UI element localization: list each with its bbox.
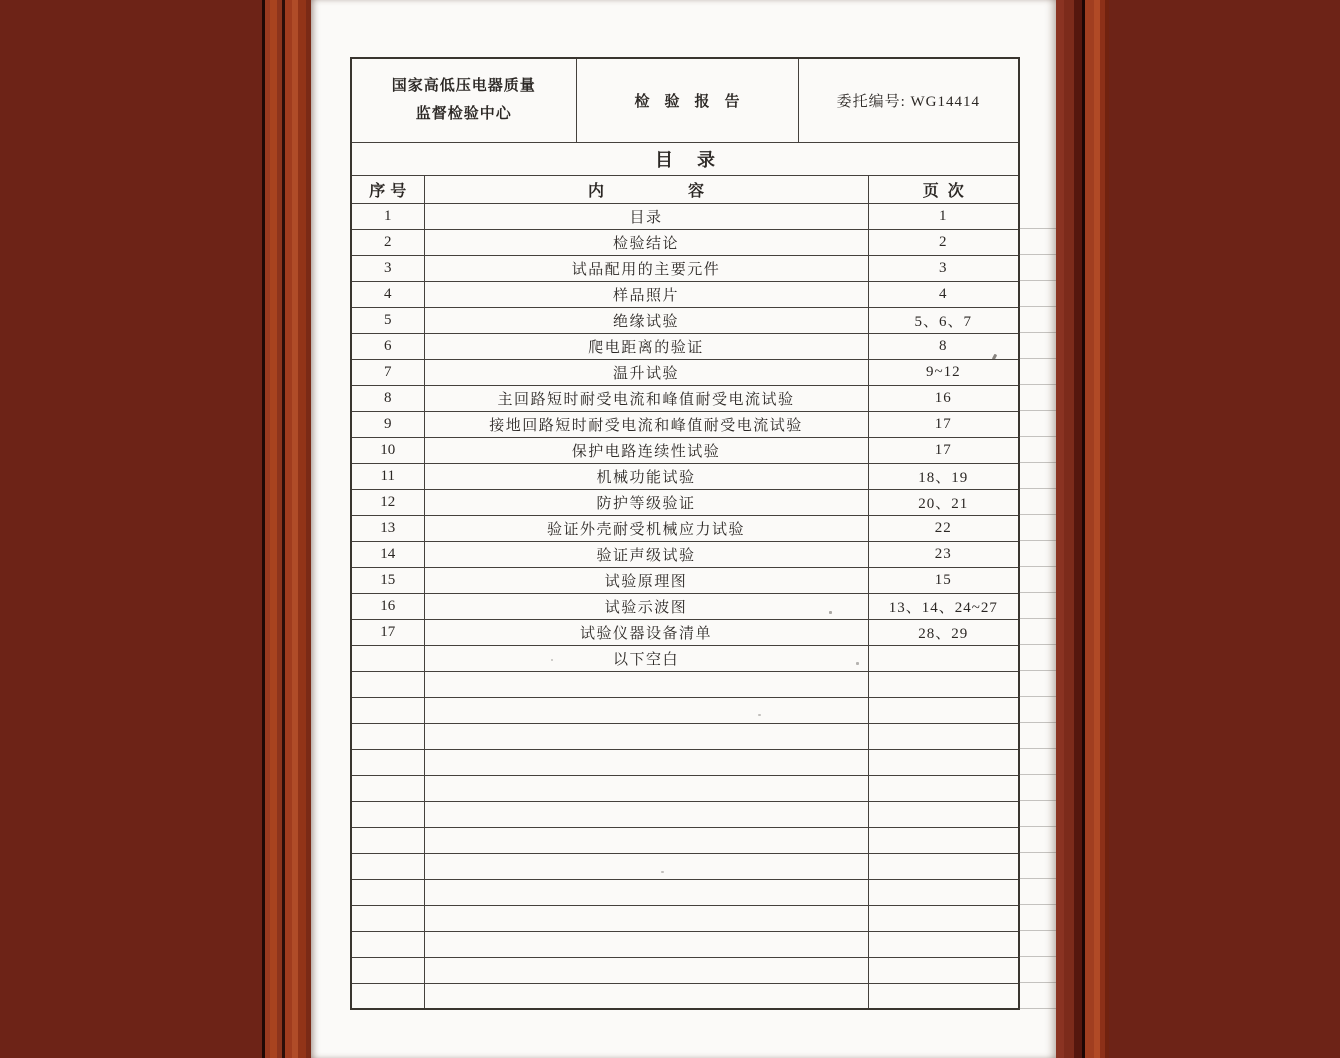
table-row — [351, 489, 1019, 515]
toc-no-cell: 3 — [351, 255, 424, 281]
toc-page-cell — [868, 749, 1019, 775]
toc-page-cell: 4 — [868, 281, 1019, 307]
toc-no-cell: 13 — [351, 515, 424, 541]
toc-page-cell: 9~12 — [868, 359, 1019, 385]
table-row — [351, 593, 1019, 619]
toc-no-cell — [351, 645, 424, 671]
toc-page-cell: 22 — [868, 515, 1019, 541]
toc-content-cell — [424, 983, 868, 1009]
table-row — [351, 749, 1019, 775]
toc-content-cell — [424, 957, 868, 983]
toc-page-cell: 23 — [868, 541, 1019, 567]
toc-page-cell — [868, 905, 1019, 931]
toc-no-cell: 1 — [351, 203, 424, 229]
toc-page-cell — [868, 853, 1019, 879]
toc-page-cell: 17 — [868, 411, 1019, 437]
table-row — [351, 281, 1019, 307]
scan-speck — [856, 662, 859, 665]
toc-no-cell — [351, 879, 424, 905]
toc-content-cell: 样品照片 — [424, 281, 868, 307]
toc-no-cell: 16 — [351, 593, 424, 619]
scan-speck — [661, 871, 664, 873]
toc-page-cell: 18、19 — [868, 463, 1019, 489]
table-row — [351, 645, 1019, 671]
column-header-no: 序号 — [351, 175, 424, 203]
org-name-line1: 国家高低压电器质量 — [391, 78, 536, 95]
toc-page-cell — [868, 671, 1019, 697]
toc-content-cell: 防护等级验证 — [424, 489, 868, 515]
table-row — [351, 775, 1019, 801]
toc-page-cell — [868, 827, 1019, 853]
report-header-row — [351, 58, 1019, 142]
column-header-page: 页次 — [868, 175, 1019, 203]
toc-content-cell — [424, 801, 868, 827]
toc-page-cell: 1 — [868, 203, 1019, 229]
toc-content-cell — [424, 853, 868, 879]
toc-page-cell — [868, 645, 1019, 671]
column-header-content: 内容 — [424, 175, 868, 203]
toc-page-cell — [868, 801, 1019, 827]
toc-no-cell — [351, 905, 424, 931]
toc-content-cell — [424, 723, 868, 749]
toc-content-cell: 试品配用的主要元件 — [424, 255, 868, 281]
table-row — [351, 567, 1019, 593]
toc-page-cell: 17 — [868, 437, 1019, 463]
toc-page-cell: 20、21 — [868, 489, 1019, 515]
toc-content-cell: 验证外壳耐受机械应力试验 — [424, 515, 868, 541]
toc-content-cell — [424, 931, 868, 957]
toc-no-cell — [351, 853, 424, 879]
toc-no-cell: 2 — [351, 229, 424, 255]
toc-page-cell: 8 — [868, 333, 1019, 359]
table-row — [351, 983, 1019, 1009]
commission-number: 委托编号: WG14414 — [798, 58, 1019, 142]
table-row — [351, 229, 1019, 255]
toc-content-cell — [424, 879, 868, 905]
toc-no-cell: 14 — [351, 541, 424, 567]
toc-no-cell: 15 — [351, 567, 424, 593]
toc-no-cell: 11 — [351, 463, 424, 489]
toc-content-cell: 试验示波图 — [424, 593, 868, 619]
table-row — [351, 541, 1019, 567]
scan-speck — [758, 714, 761, 716]
table-row — [351, 515, 1019, 541]
toc-no-cell: 7 — [351, 359, 424, 385]
table-row — [351, 307, 1019, 333]
toc-content-cell: 以下空白 — [424, 645, 868, 671]
toc-content-cell: 绝缘试验 — [424, 307, 868, 333]
table-row — [351, 697, 1019, 723]
toc-no-cell — [351, 957, 424, 983]
toc-content-cell — [424, 905, 868, 931]
table-row — [351, 801, 1019, 827]
toc-no-cell — [351, 671, 424, 697]
table-row — [351, 723, 1019, 749]
table-row — [351, 827, 1019, 853]
toc-no-cell: 5 — [351, 307, 424, 333]
toc-page-cell: 3 — [868, 255, 1019, 281]
table-row — [351, 437, 1019, 463]
left-frame-edge — [260, 0, 311, 1058]
org-name-cell — [351, 58, 576, 142]
toc-page-cell — [868, 931, 1019, 957]
toc-no-cell — [351, 723, 424, 749]
toc-page-cell: 13、14、24~27 — [868, 593, 1019, 619]
toc-page-cell — [868, 697, 1019, 723]
report-title: 检验报告 — [576, 58, 798, 142]
toc-content-cell: 保护电路连续性试验 — [424, 437, 868, 463]
table-row — [351, 359, 1019, 385]
toc-no-cell: 9 — [351, 411, 424, 437]
toc-title: 目录 — [351, 142, 1019, 175]
toc-no-cell: 4 — [351, 281, 424, 307]
toc-no-cell: 17 — [351, 619, 424, 645]
toc-content-cell — [424, 827, 868, 853]
toc-page-cell — [868, 723, 1019, 749]
toc-no-cell — [351, 801, 424, 827]
table-row — [351, 905, 1019, 931]
toc-column-header-row — [351, 175, 1019, 203]
toc-page-cell — [868, 957, 1019, 983]
toc-content-cell: 爬电距离的验证 — [424, 333, 868, 359]
toc-page-cell — [868, 879, 1019, 905]
toc-content-cell — [424, 697, 868, 723]
table-row — [351, 957, 1019, 983]
toc-content-cell: 温升试验 — [424, 359, 868, 385]
table-row — [351, 411, 1019, 437]
table-row — [351, 671, 1019, 697]
table-row — [351, 203, 1019, 229]
toc-page-cell: 2 — [868, 229, 1019, 255]
toc-content-cell: 机械功能试验 — [424, 463, 868, 489]
toc-content-cell: 试验原理图 — [424, 567, 868, 593]
toc-no-cell — [351, 775, 424, 801]
toc-title-row — [351, 142, 1019, 175]
toc-no-cell: 8 — [351, 385, 424, 411]
table-row — [351, 931, 1019, 957]
scan-bleed-lines — [1019, 228, 1056, 1009]
toc-no-cell — [351, 983, 424, 1009]
toc-no-cell — [351, 827, 424, 853]
toc-page-cell: 5、6、7 — [868, 307, 1019, 333]
toc-content-cell: 验证声级试验 — [424, 541, 868, 567]
table-row — [351, 463, 1019, 489]
table-row — [351, 385, 1019, 411]
table-row — [351, 879, 1019, 905]
table-row — [351, 619, 1019, 645]
scan-speck — [551, 659, 553, 661]
toc-no-cell: 6 — [351, 333, 424, 359]
toc-content-cell: 检验结论 — [424, 229, 868, 255]
toc-content-cell: 试验仪器设备清单 — [424, 619, 868, 645]
toc-no-cell: 10 — [351, 437, 424, 463]
toc-body — [351, 203, 1019, 1009]
toc-content-cell: 目录 — [424, 203, 868, 229]
org-name-line2: 监督检验中心 — [415, 106, 512, 123]
toc-page-cell — [868, 983, 1019, 1009]
scan-speck — [829, 611, 832, 614]
table-row — [351, 853, 1019, 879]
toc-content-cell — [424, 671, 868, 697]
table-row — [351, 333, 1019, 359]
toc-content-cell — [424, 775, 868, 801]
toc-page-cell: 28、29 — [868, 619, 1019, 645]
right-frame-edge — [1056, 0, 1109, 1058]
table-row — [351, 255, 1019, 281]
toc-no-cell — [351, 931, 424, 957]
toc-content-cell — [424, 749, 868, 775]
toc-page-cell: 16 — [868, 385, 1019, 411]
toc-no-cell: 12 — [351, 489, 424, 515]
toc-no-cell — [351, 697, 424, 723]
toc-page-cell: 15 — [868, 567, 1019, 593]
toc-no-cell — [351, 749, 424, 775]
toc-page-cell — [868, 775, 1019, 801]
toc-content-cell: 主回路短时耐受电流和峰值耐受电流试验 — [424, 385, 868, 411]
toc-content-cell: 接地回路短时耐受电流和峰值耐受电流试验 — [424, 411, 868, 437]
toc-header-section — [351, 58, 1019, 203]
toc-table — [350, 57, 1020, 1010]
report-paper — [311, 0, 1056, 1058]
